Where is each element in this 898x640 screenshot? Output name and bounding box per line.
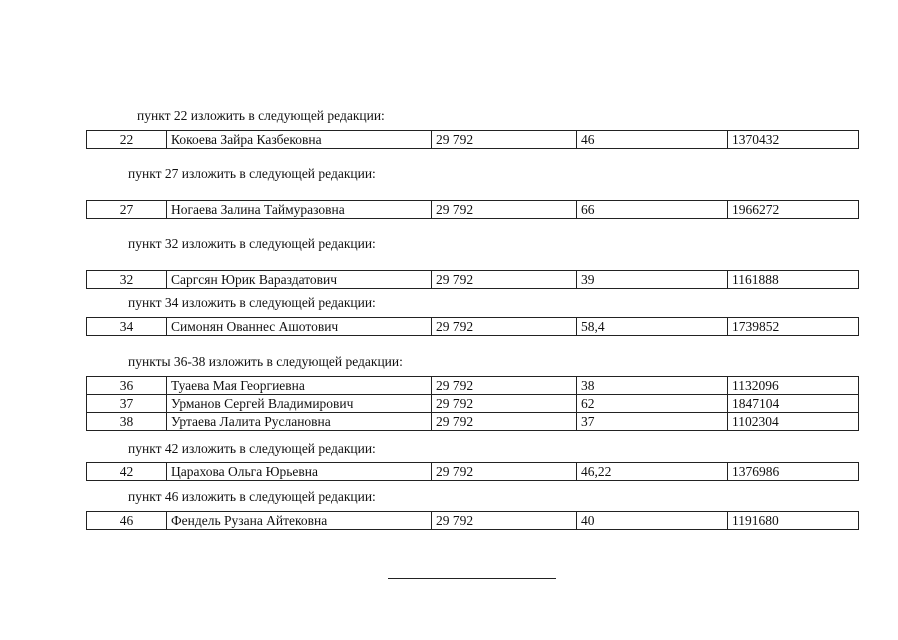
table-row: [87, 463, 859, 481]
row-number: 36: [87, 377, 167, 395]
amount-cell: 29 792: [432, 413, 577, 431]
section-heading: пункт 34 изложить в следующей редакции:: [128, 295, 376, 310]
row-number: 27: [87, 201, 167, 219]
table-row: [87, 201, 859, 219]
table-row: [87, 271, 859, 289]
quantity-cell: 46: [577, 131, 728, 149]
quantity-cell: 66: [577, 201, 728, 219]
table-row: [87, 131, 859, 149]
amount-cell: 29 792: [432, 318, 577, 336]
person-name: Уртаева Лалита Руслановна: [167, 413, 432, 431]
amount-cell: 29 792: [432, 512, 577, 530]
amount-cell: 29 792: [432, 131, 577, 149]
amount-cell: 29 792: [432, 395, 577, 413]
quantity-cell: 37: [577, 413, 728, 431]
total-cell: 1376986: [728, 463, 859, 481]
amount-cell: 29 792: [432, 201, 577, 219]
total-cell: 1847104: [728, 395, 859, 413]
table-row: [87, 395, 859, 413]
total-cell: 1102304: [728, 413, 859, 431]
person-name: Фендель Рузана Айтековна: [167, 512, 432, 530]
table-row: [87, 413, 859, 431]
section-heading: пункт 32 изложить в следующей редакции:: [128, 236, 376, 251]
quantity-cell: 39: [577, 271, 728, 289]
total-cell: 1370432: [728, 131, 859, 149]
total-cell: 1739852: [728, 318, 859, 336]
row-number: 22: [87, 131, 167, 149]
table-row: [87, 377, 859, 395]
person-name: Ногаева Залина Таймуразовна: [167, 201, 432, 219]
table-row: [87, 512, 859, 530]
person-name: Саргсян Юрик Вараздатович: [167, 271, 432, 289]
person-name: Симонян Ованнес Ашотович: [167, 318, 432, 336]
section-heading: пункты 36-38 изложить в следующей редакции:: [128, 354, 403, 369]
amendment-table: [86, 130, 859, 149]
amount-cell: 29 792: [432, 377, 577, 395]
amendment-table: [86, 270, 859, 289]
row-number: 46: [87, 512, 167, 530]
amount-cell: 29 792: [432, 463, 577, 481]
row-number: 32: [87, 271, 167, 289]
amendment-table: [86, 200, 859, 219]
section-heading: пункт 42 изложить в следующей редакции:: [128, 441, 376, 456]
quantity-cell: 58,4: [577, 318, 728, 336]
amount-cell: 29 792: [432, 271, 577, 289]
row-number: 34: [87, 318, 167, 336]
row-number: 38: [87, 413, 167, 431]
total-cell: 1161888: [728, 271, 859, 289]
section-heading: пункт 22 изложить в следующей редакции:: [137, 108, 385, 123]
row-number: 42: [87, 463, 167, 481]
section-heading: пункт 27 изложить в следующей редакции:: [128, 166, 376, 181]
amendment-table: [86, 376, 859, 431]
person-name: Туаева Мая Георгиевна: [167, 377, 432, 395]
quantity-cell: 40: [577, 512, 728, 530]
quantity-cell: 62: [577, 395, 728, 413]
row-number: 37: [87, 395, 167, 413]
section-heading: пункт 46 изложить в следующей редакции:: [128, 489, 376, 504]
person-name: Урманов Сергей Владимирович: [167, 395, 432, 413]
quantity-cell: 46,22: [577, 463, 728, 481]
quantity-cell: 38: [577, 377, 728, 395]
total-cell: 1132096: [728, 377, 859, 395]
total-cell: 1966272: [728, 201, 859, 219]
person-name: Царахова Ольга Юрьевна: [167, 463, 432, 481]
amendment-table: [86, 511, 859, 530]
total-cell: 1191680: [728, 512, 859, 530]
closing-rule: [388, 578, 556, 579]
amendment-table: [86, 462, 859, 481]
amendment-table: [86, 317, 859, 336]
person-name: Кокоева Зайра Казбековна: [167, 131, 432, 149]
table-row: [87, 318, 859, 336]
